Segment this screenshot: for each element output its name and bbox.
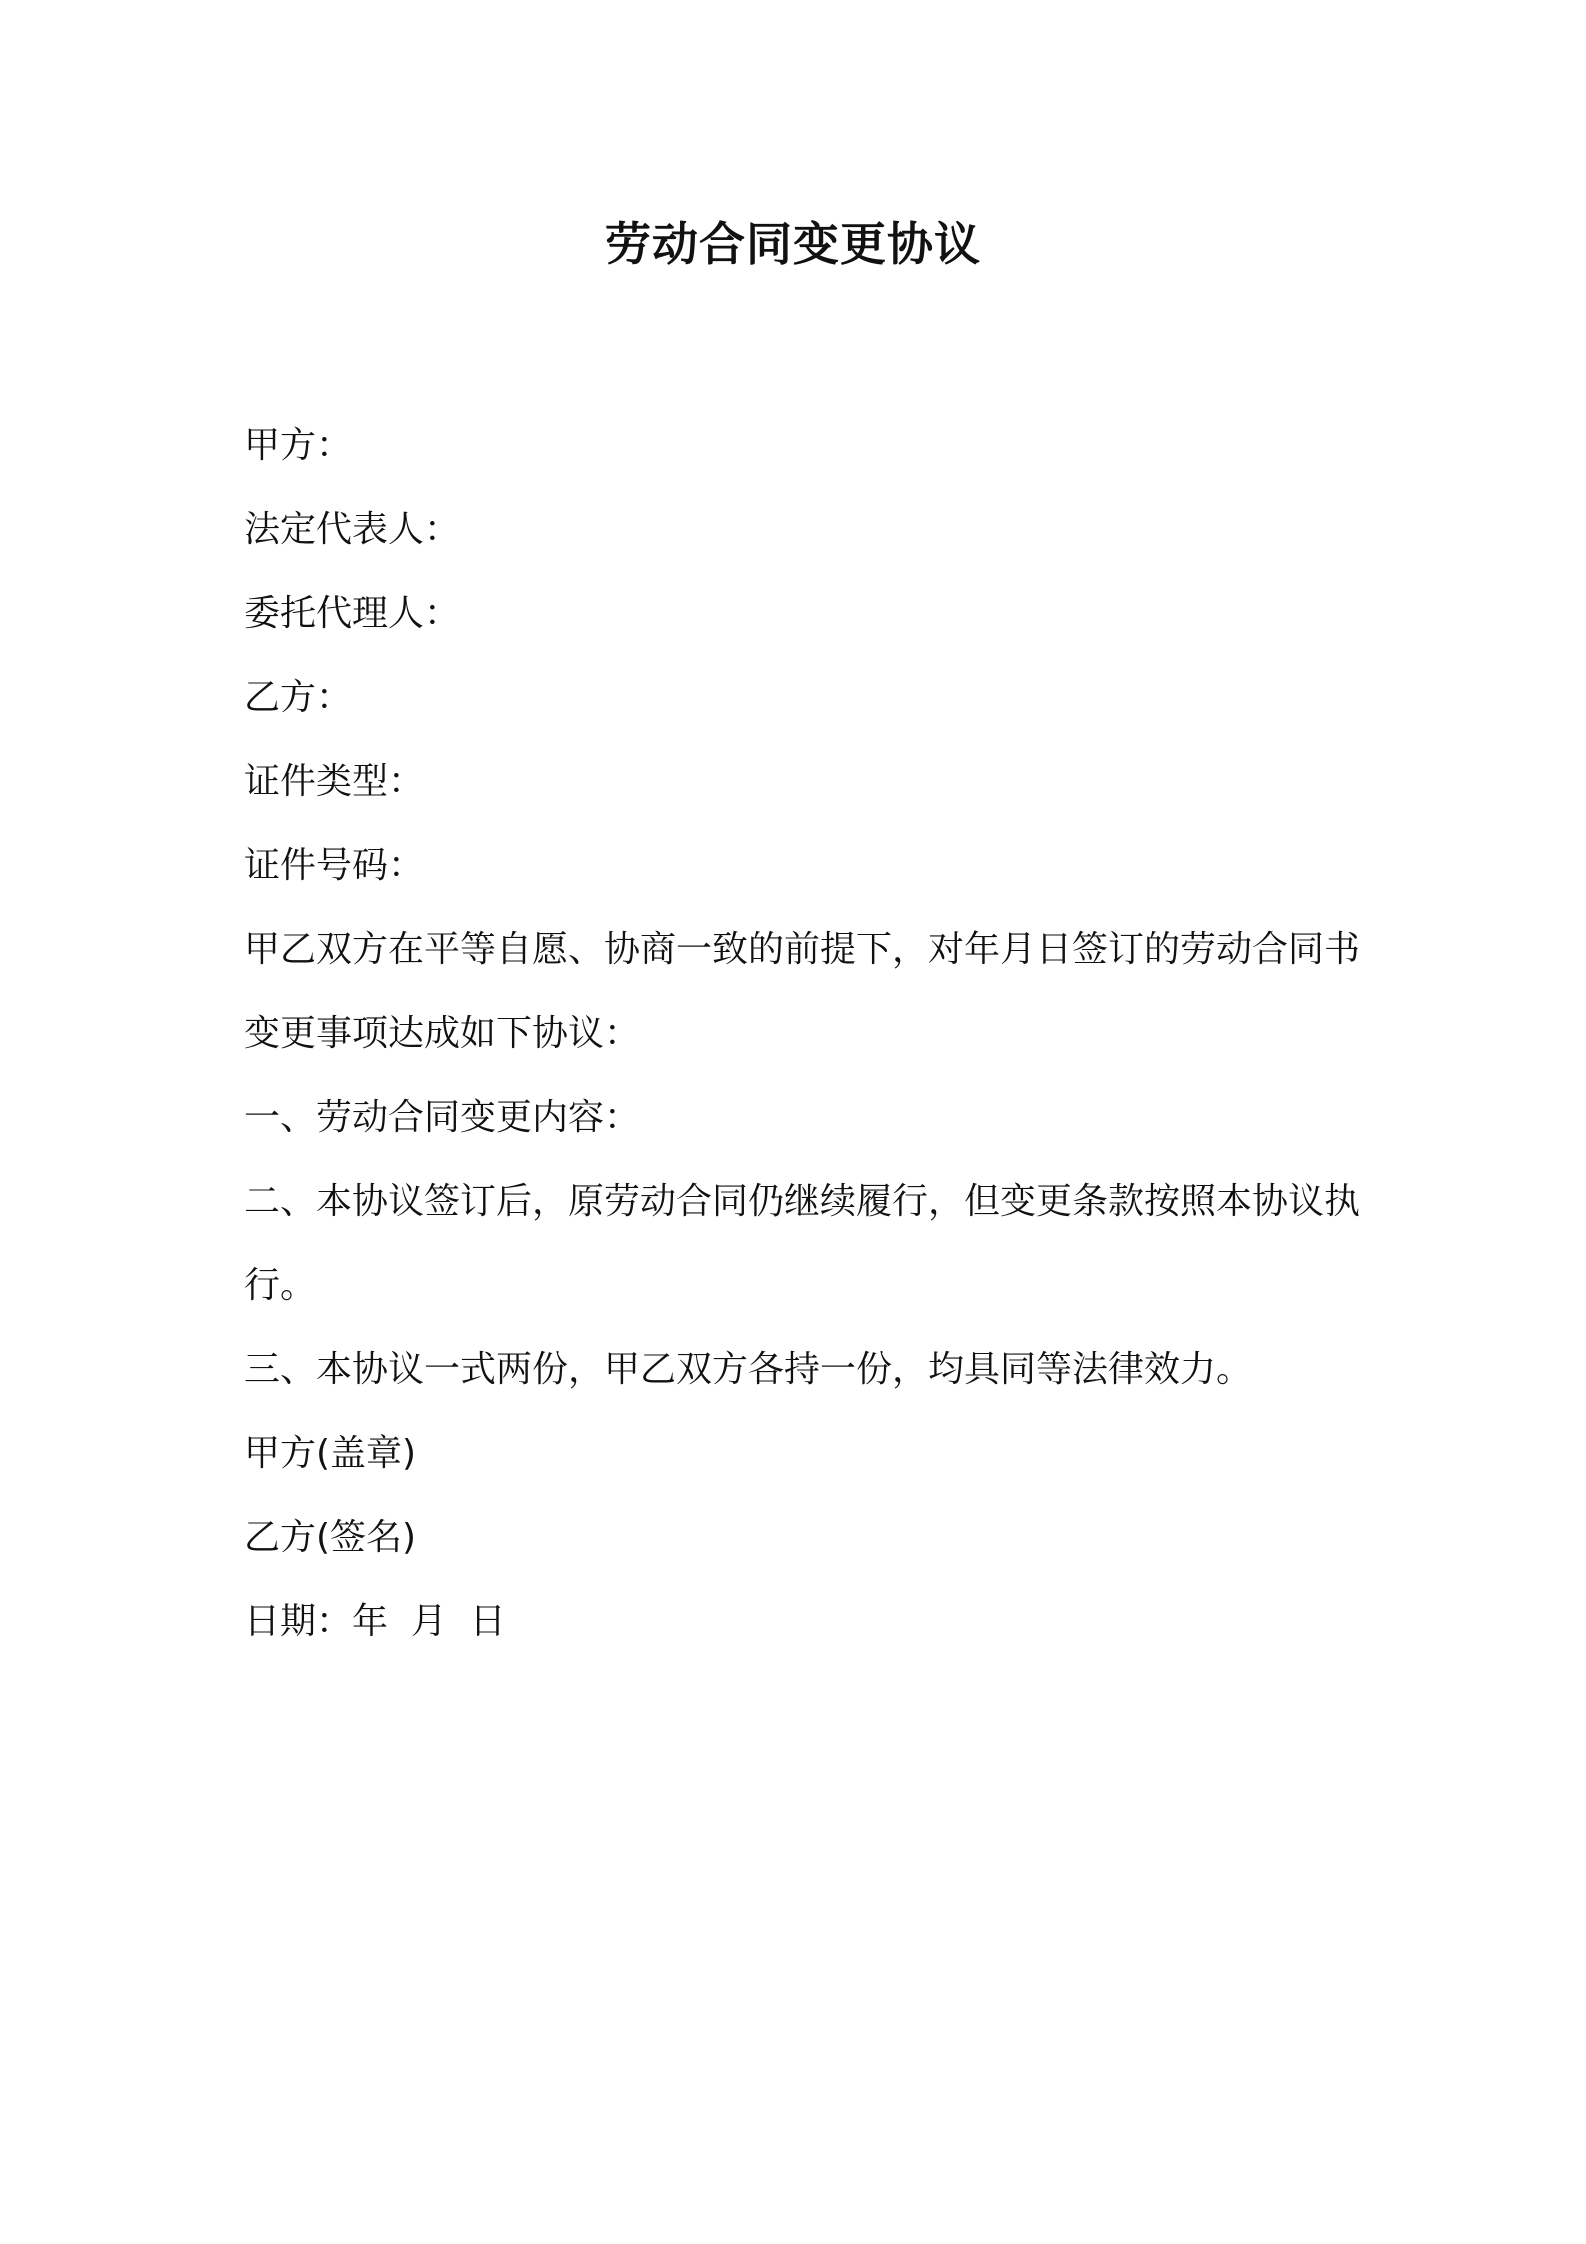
party-b-field: 乙方： [244, 677, 353, 718]
id-type-field: 证件类型： [244, 761, 425, 802]
party-a-seal: 甲方(盖章) [244, 1433, 417, 1474]
signing-date: 日期：年 月 日 [244, 1601, 506, 1642]
authorized-agent-field: 委托代理人： [244, 593, 461, 634]
party-a-field: 甲方： [244, 425, 353, 466]
party-b-signature: 乙方(签名) [244, 1517, 417, 1558]
clause-one: 一、劳动合同变更内容： [244, 1097, 641, 1138]
document-body [244, 404, 1364, 1664]
id-number-field: 证件号码： [244, 845, 425, 886]
document-title: 劳动合同变更协议 [605, 217, 981, 271]
clause-three: 三、本协议一式两份，甲乙双方各持一份，均具同等法律效力。 [244, 1349, 1253, 1390]
intro-paragraph: 甲乙双方在平等自愿、协商一致的前提下，对年月日签订的劳动合同书变更事项达成如下协议： [244, 929, 1361, 1054]
legal-representative-field: 法定代表人： [244, 509, 461, 550]
clause-two: 二、本协议签订后，原劳动合同仍继续履行，但变更条款按照本协议执行。 [244, 1181, 1361, 1306]
